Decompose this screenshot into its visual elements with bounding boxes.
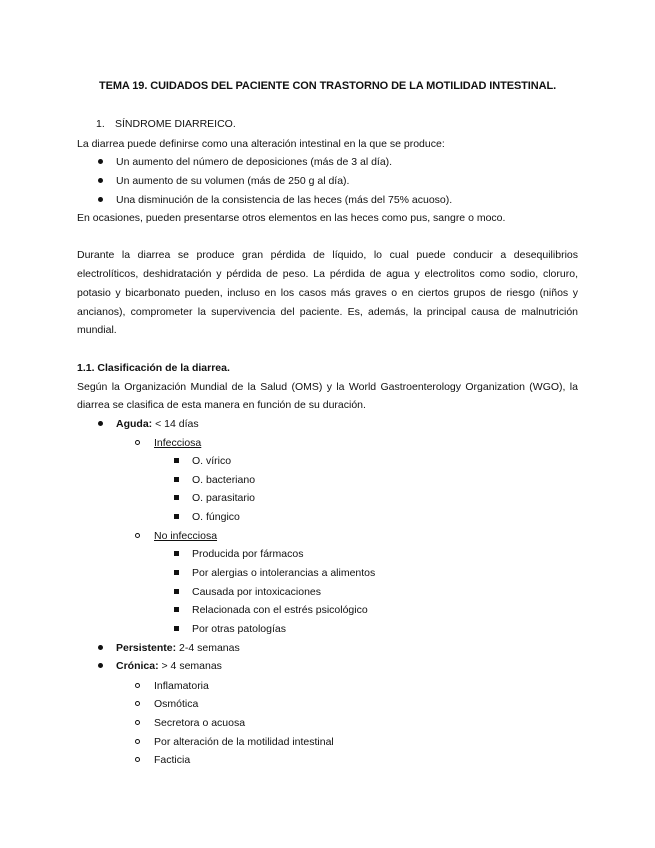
bullet-square-icon — [174, 589, 179, 594]
list-item: Inflamatoria — [154, 680, 209, 692]
list-item: Por alergias o intolerancias a alimentos — [192, 567, 376, 579]
category-label: Crónica: — [116, 660, 159, 672]
category-persistente — [116, 641, 240, 655]
list-item: Producida por fármacos — [192, 548, 304, 560]
bullet-circle-icon — [135, 701, 140, 706]
list-item: Por otras patologías — [192, 623, 286, 635]
list-item: Por alteración de la motilidad intestinal — [154, 736, 334, 748]
bullet-dot-icon — [98, 159, 103, 164]
bullet-dot-icon — [98, 178, 103, 183]
list-item: Secretora o acuosa — [154, 717, 246, 729]
paragraph-line: Durante la diarrea se produce gran pérdida de líquido, lo cual puede conducir a desequilibrios — [77, 249, 578, 261]
bullet-circle-icon — [135, 739, 140, 744]
list-item: Causada por intoxicaciones — [192, 586, 321, 598]
bullet-circle-icon — [135, 533, 140, 538]
bullet-square-icon — [174, 570, 179, 575]
bullet-square-icon — [174, 626, 179, 631]
subcategory-infecciosa: Infecciosa — [154, 437, 202, 449]
bullet-dot-icon — [98, 663, 103, 668]
additional-note: En ocasiones, pueden presentarse otros elementos en las heces como pus, sangre o moco. — [77, 212, 506, 224]
bullet-square-icon — [174, 495, 179, 500]
bullet-circle-icon — [135, 720, 140, 725]
paragraph-line: mundial. — [77, 324, 117, 336]
category-label: Persistente: — [116, 642, 177, 654]
list-item: O. fúngico — [192, 511, 240, 523]
list-item: Un aumento del número de deposiciones (más de 3 al día). — [116, 156, 393, 168]
definition-intro: La diarrea puede definirse como una alteración intestinal en la que se produce: — [77, 138, 445, 150]
paragraph-line: potasio y bicarbonato pueden, incluso en los casos más graves o en ciertos grupos de riesgo (niños y — [77, 287, 578, 299]
paragraph-line: electrolíticos, deshidratación y pérdida de peso. La pérdida de agua y electrolitos como sodio, cloruro, — [77, 268, 578, 280]
bullet-dot-icon — [98, 421, 103, 426]
category-value: > 4 semanas — [158, 660, 222, 672]
category-value: < 14 días — [152, 418, 199, 430]
list-item: Facticia — [154, 754, 191, 766]
list-item: Osmótica — [154, 698, 199, 710]
bullet-circle-icon — [135, 683, 140, 688]
category-label: Aguda: — [116, 418, 153, 430]
bullet-square-icon — [174, 458, 179, 463]
section-heading: SÍNDROME DIARREICO. — [115, 118, 236, 130]
bullet-dot-icon — [98, 197, 103, 202]
list-item: O. parasitario — [192, 492, 256, 504]
bullet-square-icon — [174, 514, 179, 519]
list-item: O. vírico — [192, 455, 232, 467]
bullet-dot-icon — [98, 645, 103, 650]
bullet-square-icon — [174, 551, 179, 556]
category-aguda — [116, 417, 199, 431]
subsection-intro-line: diarrea se clasifica de esta manera en función de su duración. — [77, 399, 366, 411]
document-title: TEMA 19. CUIDADOS DEL PACIENTE CON TRASTORNO DE LA MOTILIDAD INTESTINAL. — [98, 80, 557, 92]
bullet-square-icon — [174, 607, 179, 612]
category-value: 2-4 semanas — [176, 642, 240, 654]
paragraph-line: ancianos), comprometer la supervivencia del paciente. Es, además, la principal causa de malnutrición — [77, 306, 578, 318]
section-number: 1. — [96, 118, 105, 130]
bullet-circle-icon — [135, 440, 140, 445]
list-item: Una disminución de la consistencia de las heces (más del 75% acuoso). — [116, 194, 453, 206]
list-item: Un aumento de su volumen (más de 250 g al día). — [116, 175, 350, 187]
list-item: Relacionada con el estrés psicológico — [192, 604, 368, 616]
list-item: O. bacteriano — [192, 474, 256, 486]
category-cronica — [116, 659, 222, 673]
subcategory-no-infecciosa: No infecciosa — [154, 530, 218, 542]
bullet-square-icon — [174, 477, 179, 482]
subsection-heading: 1.1. Clasificación de la diarrea. — [77, 362, 230, 374]
bullet-circle-icon — [135, 757, 140, 762]
subsection-intro-line: Según la Organización Mundial de la Salud (OMS) y la World Gastroenterology Organization (WGO), la — [77, 381, 578, 393]
